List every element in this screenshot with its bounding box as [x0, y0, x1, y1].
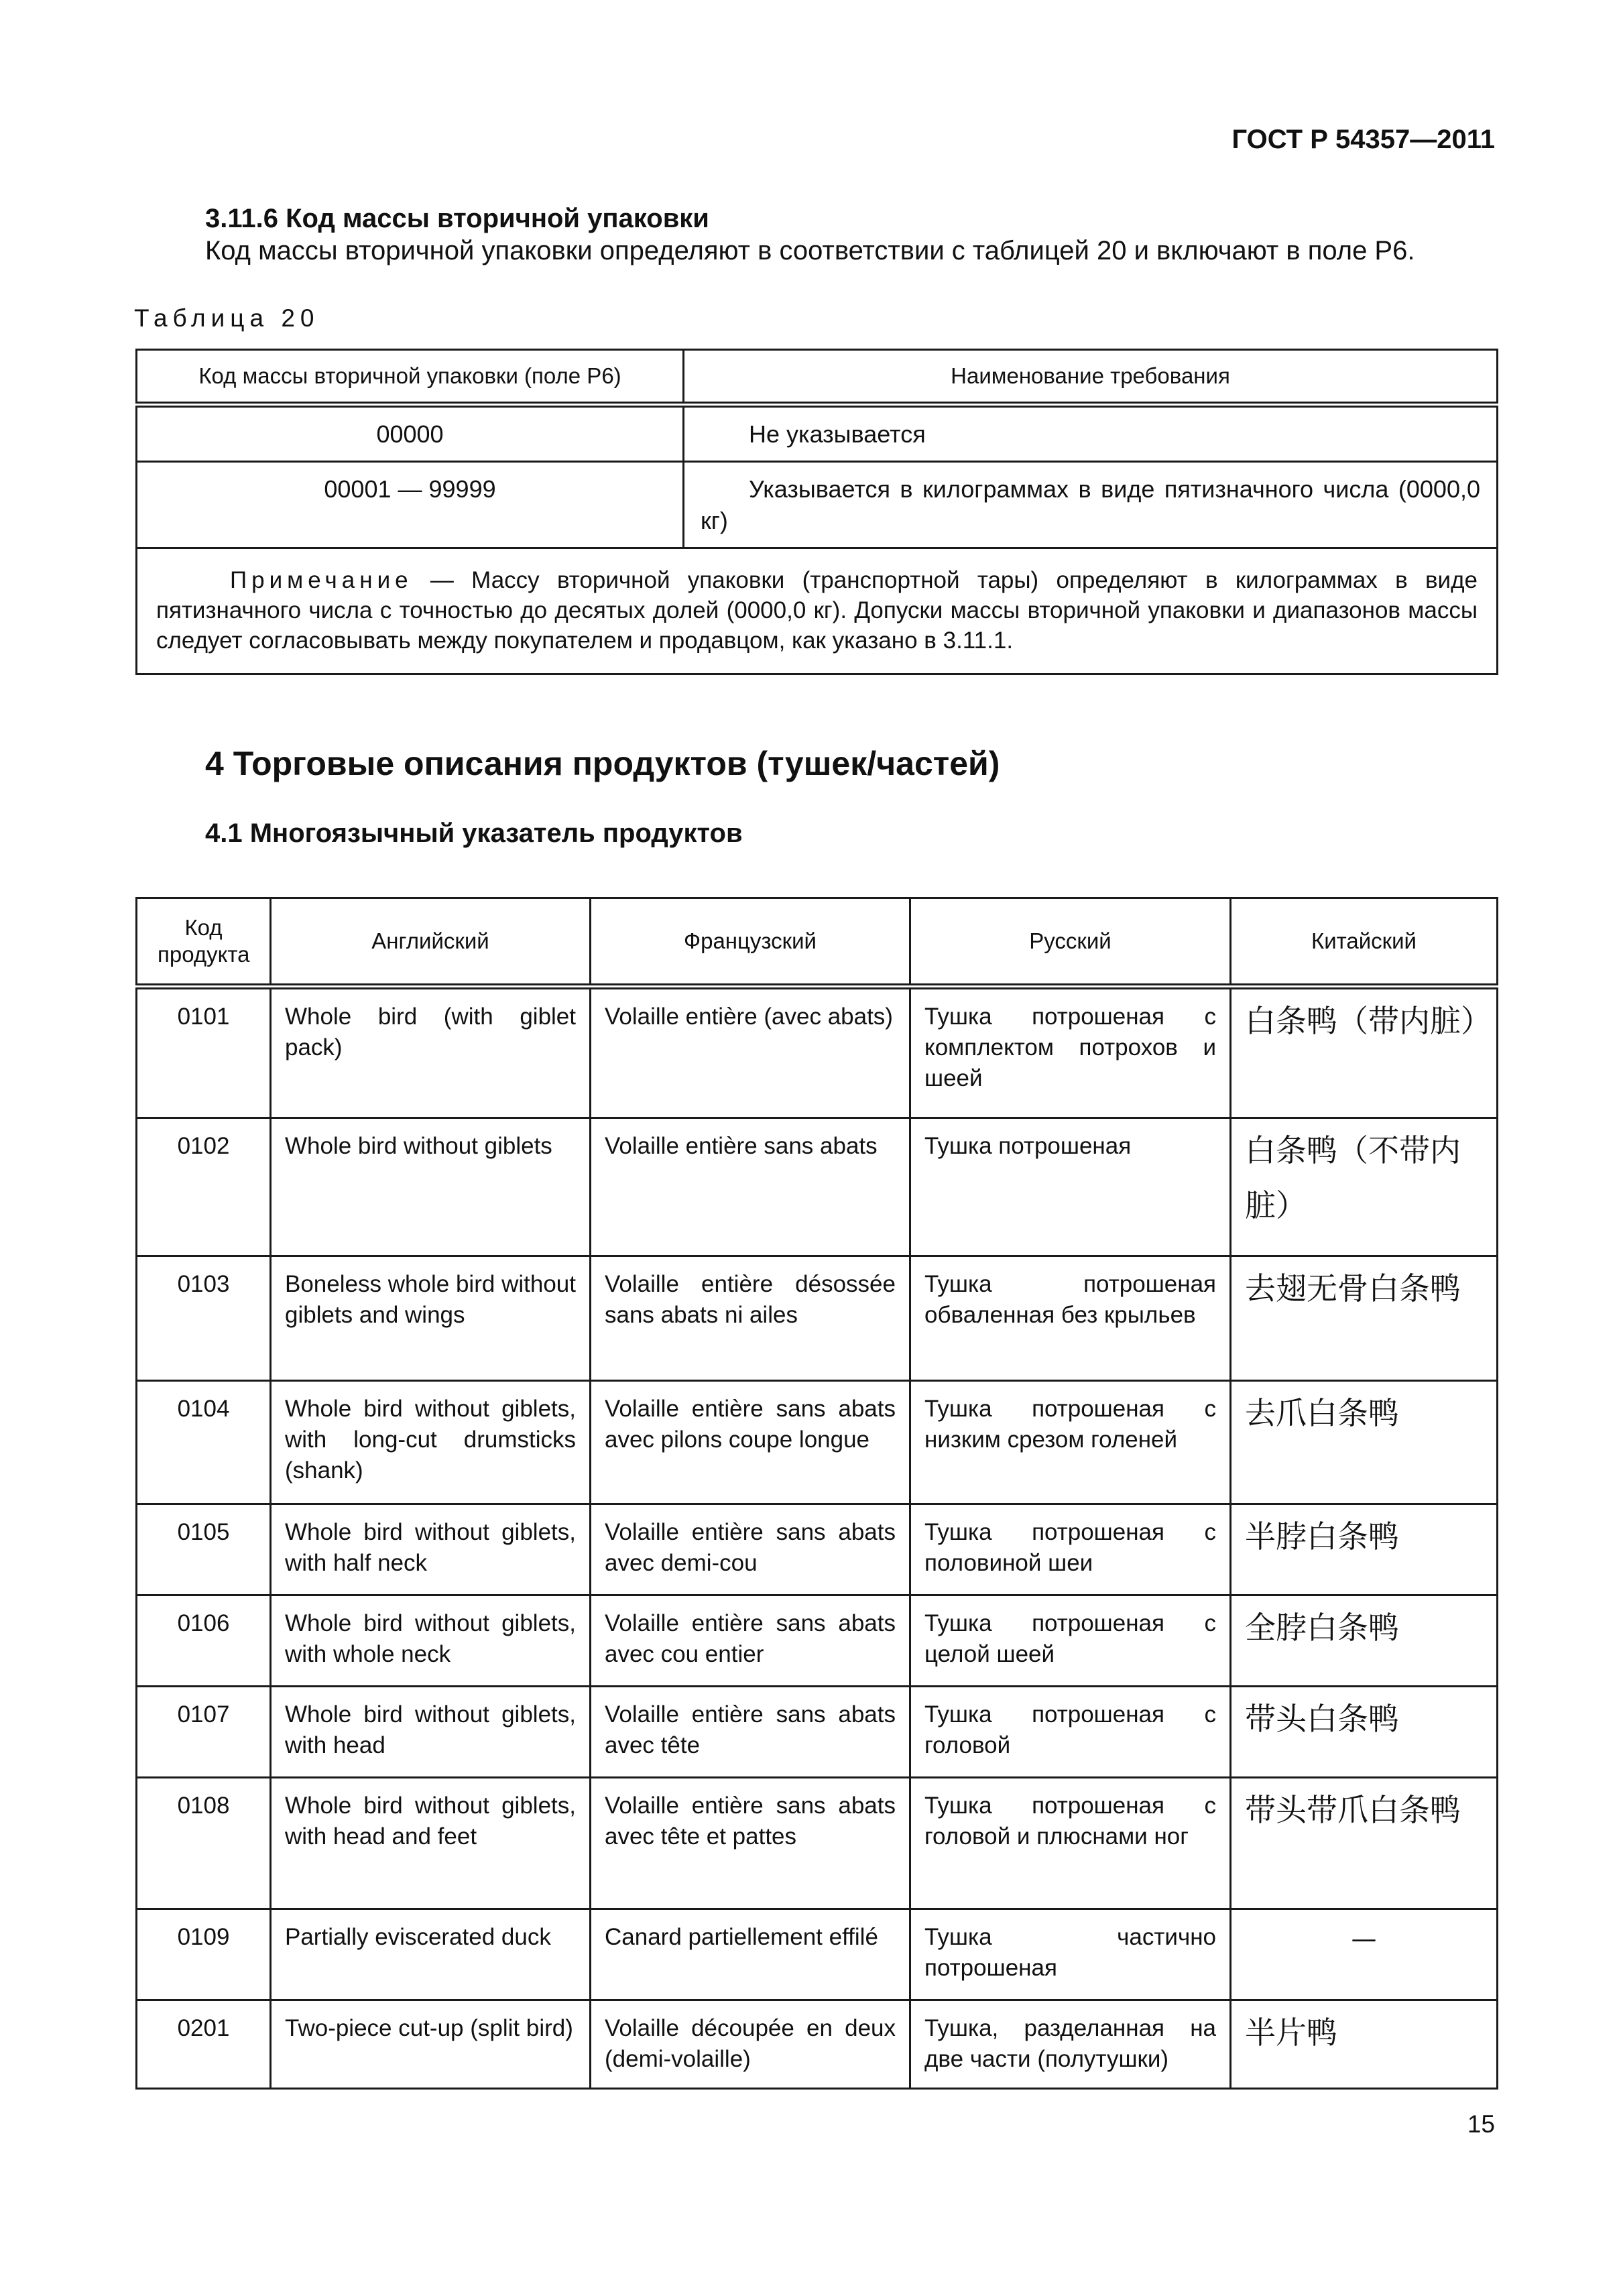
product-chinese: 白条鸭（带内脏）: [1231, 987, 1498, 1118]
table-row: [137, 987, 1498, 1118]
product-english: Whole bird without giblets, with long-cut drumsticks (shank): [271, 1381, 591, 1504]
product-code: 0106: [137, 1595, 271, 1687]
product-russian: Тушка потрошеная с головой: [910, 1687, 1231, 1778]
section-4-1-title: 4.1 Многоязычный указатель продуктов: [205, 819, 743, 848]
note-text: — Массу вторичной упаковки (транспортной тары) определяют в килограммах в виде пятизначного числа с точностью до десятых долей (0000,0 кг). Допуски массы вторичной упаковки и диапазонов массы следует согласовывать между покупателем и продавцом, как указано в 3.11.1.: [156, 567, 1478, 654]
table-20-code-cell: 00000: [137, 405, 684, 462]
product-english: Whole bird without giblets, with head: [271, 1687, 591, 1778]
product-chinese: 去翅无骨白条鸭: [1231, 1256, 1498, 1381]
table-20-requirement-cell: Указывается в килограммах в виде пятизначного числа (0000,0 кг): [684, 462, 1498, 548]
product-code: 0201: [137, 2000, 271, 2089]
product-french: Volaille entière désossée sans abats ni ailes: [591, 1256, 910, 1381]
header-code: Код продукта: [137, 898, 271, 987]
table-row: [137, 462, 1498, 548]
note-label: Примечание: [230, 567, 413, 593]
product-french: Volaille entière sans abats: [591, 1118, 910, 1256]
table-20-note: [137, 548, 1498, 674]
product-russian: Тушка потрошеная с головой и плюснами ног: [910, 1778, 1231, 1909]
product-chinese: 去爪白条鸭: [1231, 1381, 1498, 1504]
section-3-11-6-text: Код массы вторичной упаковки определяют в соответствии с таблицей 20 и включают в поле Р6.: [205, 236, 1415, 265]
table-row: [137, 1909, 1498, 2000]
section-4-title: 4 Торговые описания продуктов (тушек/частей): [205, 745, 1000, 782]
header-russian: Русский: [910, 898, 1231, 987]
table-20-header-requirement: Наименование требования: [684, 350, 1498, 405]
product-russian: Тушка потрошеная с целой шеей: [910, 1595, 1231, 1687]
product-english: Whole bird without giblets: [271, 1118, 591, 1256]
product-code: 0101: [137, 987, 271, 1118]
product-code: 0102: [137, 1118, 271, 1256]
table-row: [137, 1118, 1498, 1256]
product-code: 0108: [137, 1778, 271, 1909]
table-row: [137, 2000, 1498, 2089]
table-row: [137, 1504, 1498, 1595]
product-french: Volaille entière sans abats avec cou entier: [591, 1595, 910, 1687]
product-english: Partially eviscerated duck: [271, 1909, 591, 2000]
table-20-requirement-cell: Не указывается: [684, 405, 1498, 462]
product-french: Volaille découpée en deux (demi-volaille): [591, 2000, 910, 2089]
product-chinese: 带头白条鸭: [1231, 1687, 1498, 1778]
product-russian: Тушка потрошеная обваленная без крыльев: [910, 1256, 1231, 1381]
product-russian: Тушка потрошеная с половиной шеи: [910, 1504, 1231, 1595]
product-french: Canard partiellement effilé: [591, 1909, 910, 2000]
product-english: Whole bird (with giblet pack): [271, 987, 591, 1118]
products-header-row: [137, 898, 1498, 987]
product-chinese: 白条鸭（不带内脏）: [1231, 1118, 1498, 1256]
page-number: 15: [1467, 2110, 1495, 2138]
table-row: [137, 1381, 1498, 1504]
standard-number: ГОСТ Р 54357—2011: [1231, 125, 1495, 154]
product-code: 0103: [137, 1256, 271, 1381]
table-20-header-row: [137, 350, 1498, 405]
table-20-note-row: [137, 548, 1498, 674]
product-english: Whole bird without giblets, with whole neck: [271, 1595, 591, 1687]
table-row: [137, 1595, 1498, 1687]
header-english: Английский: [271, 898, 591, 987]
table-row: [137, 405, 1498, 462]
header-chinese: Китайский: [1231, 898, 1498, 987]
product-english: Two-piece cut-up (split bird): [271, 2000, 591, 2089]
table-20-caption: Таблица 20: [134, 304, 320, 332]
header-french: Французский: [591, 898, 910, 987]
product-russian: Тушка потрошеная: [910, 1118, 1231, 1256]
product-code: 0105: [137, 1504, 271, 1595]
table-row: [137, 1256, 1498, 1381]
product-french: Volaille entière sans abats avec tête: [591, 1687, 910, 1778]
product-chinese: 半脖白条鸭: [1231, 1504, 1498, 1595]
products-table: [135, 897, 1498, 2090]
product-code: 0104: [137, 1381, 271, 1504]
product-code: 0109: [137, 1909, 271, 2000]
table-20-header-code: Код массы вторичной упаковки (поле Р6): [137, 350, 684, 405]
product-english: Whole bird without giblets, with head and feet: [271, 1778, 591, 1909]
product-russian: Тушка потрошеная с комплектом потрохов и шеей: [910, 987, 1231, 1118]
product-english: Boneless whole bird without giblets and wings: [271, 1256, 591, 1381]
product-code: 0107: [137, 1687, 271, 1778]
product-english: Whole bird without giblets, with half neck: [271, 1504, 591, 1595]
section-3-11-6-title: 3.11.6 Код массы вторичной упаковки: [205, 204, 709, 233]
product-chinese: 带头带爪白条鸭: [1231, 1778, 1498, 1909]
product-chinese: 全脖白条鸭: [1231, 1595, 1498, 1687]
product-russian: Тушка частично потрошеная: [910, 1909, 1231, 2000]
table-20-code-cell: 00001 — 99999: [137, 462, 684, 548]
product-french: Volaille entière (avec abats): [591, 987, 910, 1118]
table-20: [135, 349, 1498, 675]
product-chinese: 半片鸭: [1231, 2000, 1498, 2089]
product-french: Volaille entière sans abats avec pilons coupe longue: [591, 1381, 910, 1504]
product-french: Volaille entière sans abats avec tête et pattes: [591, 1778, 910, 1909]
table-row: [137, 1687, 1498, 1778]
product-chinese: —: [1231, 1909, 1498, 2000]
table-row: [137, 1778, 1498, 1909]
product-russian: Тушка потрошеная с низким срезом голеней: [910, 1381, 1231, 1504]
product-russian: Тушка, разделанная на две части (полутушки): [910, 2000, 1231, 2089]
product-french: Volaille entière sans abats avec demi-cou: [591, 1504, 910, 1595]
